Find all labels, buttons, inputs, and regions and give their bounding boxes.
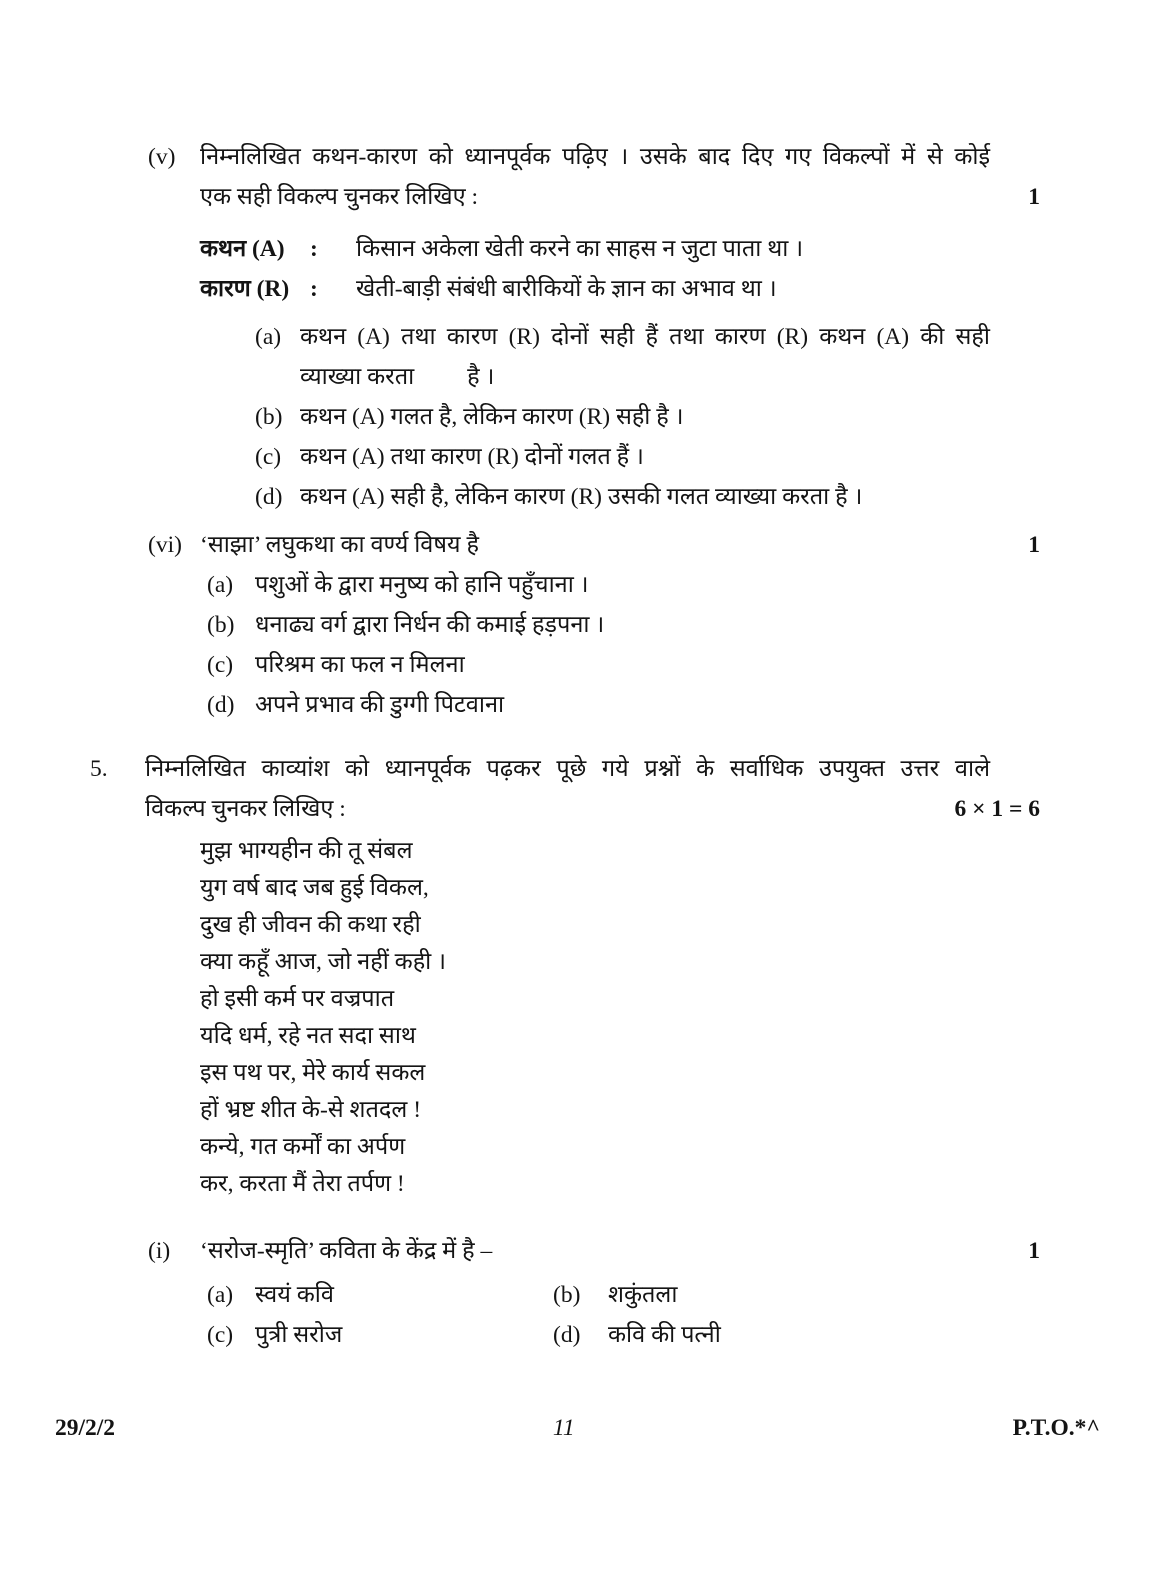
question-5-marks: 6 × 1 = 6 <box>954 796 1040 822</box>
option-b-label: (b) <box>207 612 235 638</box>
poem-line: कन्ये, गत कर्मों का अर्पण <box>200 1134 406 1160</box>
assertion-colon: : <box>310 236 318 262</box>
option-d-text: कवि की पत्नी <box>608 1322 721 1348</box>
option-c-text: परिश्रम का फल न मिलना <box>255 652 465 678</box>
poem-line: कर, करता मैं तेरा तर्पण ! <box>200 1171 405 1197</box>
question-5-line1: निम्नलिखित काव्यांश को ध्यानपूर्वक पढ़कर पूछे गये प्रश्नों के सर्वाधिक उपयुक्त उत्तर वाले <box>145 756 990 782</box>
option-b-text: शकुंतला <box>608 1282 678 1308</box>
question-vi <box>90 525 1040 725</box>
option-d-label: (d) <box>553 1322 581 1348</box>
question-vi-line1: ‘साझा’ लघुकथा का वर्ण्य विषय है <box>200 532 479 558</box>
question-vi-marks: 1 <box>1028 532 1040 558</box>
question-5-sub-i <box>90 1231 1040 1355</box>
poem-line: इस पथ पर, मेरे कार्य सकल <box>200 1060 426 1086</box>
option-d-text: कथन (A) सही है, लेकिन कारण (R) उसकी गलत व्याख्या करता है । <box>300 484 863 510</box>
question-v-line2: एक सही विकल्प चुनकर लिखिए : <box>200 184 478 210</box>
option-c-label: (c) <box>255 444 282 470</box>
option-d <box>90 685 1040 725</box>
option-a <box>90 565 1040 605</box>
question-vi-options <box>90 565 1040 725</box>
paper-code: 29/2/2 <box>55 1415 116 1441</box>
option-c-text: कथन (A) तथा कारण (R) दोनों गलत हैं । <box>300 444 644 470</box>
option-a-label: (a) <box>207 572 234 598</box>
poem-line: यदि धर्म, रहे नत सदा साथ <box>200 1023 416 1049</box>
poem-line: युग वर्ष बाद जब हुई विकल, <box>200 875 429 901</box>
poem-passage <box>200 833 1040 1203</box>
sub-i-label: (i) <box>148 1238 171 1264</box>
option-a-text: स्वयं कवि <box>255 1282 334 1308</box>
poem-line: दुख ही जीवन की कथा रही <box>200 912 421 938</box>
option-c-label: (c) <box>207 1322 234 1348</box>
option-row-2 <box>90 1315 1040 1355</box>
assertion-label: कथन (A) <box>200 236 285 262</box>
reason-label: कारण (R) <box>200 276 290 302</box>
option-row-1 <box>90 1275 1040 1315</box>
option-a-text: पशुओं के द्वारा मनुष्य को हानि पहुँचाना । <box>255 572 589 598</box>
poem-line: हो इसी कर्म पर वज्रपात <box>200 986 395 1012</box>
option-a-line1: कथन (A) तथा कारण (R) दोनों सही हैं तथा कारण (R) कथन (A) की सही <box>300 324 990 350</box>
option-a-label: (a) <box>255 324 282 350</box>
reason-text: खेती-बाड़ी संबंधी बारीकियों के ज्ञान का अभाव था । <box>356 276 777 302</box>
option-d-label: (d) <box>207 692 235 718</box>
question-5-number: 5. <box>90 756 108 782</box>
option-d-label: (d) <box>255 484 283 510</box>
option-a <box>90 317 1040 397</box>
option-b-text: धनाढ्य वर्ग द्वारा निर्धन की कमाई हड़पना । <box>255 612 605 638</box>
option-c-label: (c) <box>207 652 234 678</box>
option-c <box>90 645 1040 685</box>
option-b-label: (b) <box>255 404 283 430</box>
poem-line: हों भ्रष्ट शीत के-से शतदल ! <box>200 1097 422 1123</box>
sub-i-options <box>90 1275 1040 1355</box>
pto-label: P.T.O.*^ <box>1012 1415 1100 1441</box>
sub-i-marks: 1 <box>1028 1238 1040 1264</box>
question-5-line2: विकल्प चुनकर लिखिए : <box>145 796 346 822</box>
question-v-marks: 1 <box>1028 184 1040 210</box>
question-v-label: (v) <box>148 144 176 170</box>
reason-colon: : <box>310 276 318 302</box>
option-a-label: (a) <box>207 1282 234 1308</box>
page-number: 11 <box>552 1415 575 1441</box>
option-c <box>90 437 1040 477</box>
poem-line: मुझ भाग्यहीन की तू संबल <box>200 838 413 864</box>
page-footer <box>55 1408 1100 1448</box>
question-v-line1: निम्नलिखित कथन-कारण को ध्यानपूर्वक पढ़िए । उसके बाद दिए गए विकल्पों में से कोई <box>200 144 990 170</box>
poem-line: क्या कहूँ आज, जो नहीं कही । <box>200 949 447 975</box>
assertion-reason-block <box>90 229 1040 309</box>
question-v <box>90 137 1040 517</box>
option-b-text: कथन (A) गलत है, लेकिन कारण (R) सही है । <box>300 404 684 430</box>
question-vi-label: (vi) <box>148 532 182 558</box>
option-b-label: (b) <box>553 1282 581 1308</box>
option-a-text <box>300 317 990 397</box>
option-b <box>90 397 1040 437</box>
option-d-text: अपने प्रभाव की डुग्गी पिटवाना <box>255 692 505 718</box>
option-b <box>90 605 1040 645</box>
question-5 <box>90 749 1040 1355</box>
question-v-options <box>90 317 1040 517</box>
option-a-line2: व्याख्या करता है । <box>300 364 495 390</box>
assertion-text: किसान अकेला खेती करने का साहस न जुटा पाता था । <box>356 236 804 262</box>
option-c-text: पुत्री सरोज <box>255 1322 343 1348</box>
option-d <box>90 477 1040 517</box>
sub-i-text: ‘सरोज-स्मृति’ कविता के केंद्र में है – <box>200 1238 493 1264</box>
